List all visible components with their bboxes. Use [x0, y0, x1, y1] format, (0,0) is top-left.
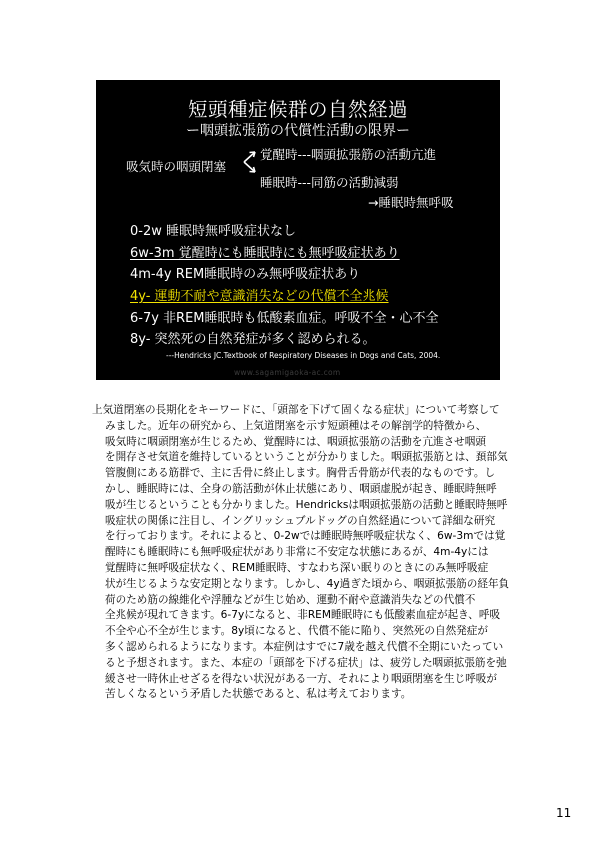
inspiratory-closure-label: 吸気時の咽頭閉塞 — [126, 159, 227, 174]
awake-description: 覚醒時---咽頭拡張筋の活動亢進 — [260, 147, 437, 162]
slide-subtitle: ー咽頭拡張筋の代償性活動の限界ー — [186, 123, 410, 139]
paragraph-line: 吸症状の関係に注目し、イングリッシュブルドッグの自然経過について詳細な研究 — [105, 514, 496, 527]
paragraph-line: ると予想されます。また、本症の「頭部を下げる症状」は、疲労した咽頭拡張筋を弛 — [105, 656, 507, 669]
paragraph-line: 苦しくなるという矛盾した状態であると、私は考えております。 — [105, 688, 412, 701]
paragraph-line: 管腹側にある筋群で、主に舌骨に終止します。胸骨舌骨筋が代表的なものです。し — [105, 467, 496, 480]
sleep-description: 睡眠時---同筋の活動減弱 — [260, 175, 399, 190]
commentary-paragraph — [92, 403, 512, 703]
paragraph-line: 吸が生じるということも分かりました。Hendricksは咽頭拡張筋の活動と睡眠時無呼 — [105, 498, 508, 511]
slide-image — [96, 80, 500, 380]
slide-citation: ---Hendricks JC.Textbook of Respiratory Diseases in Dogs and Cats, 2004. — [166, 351, 441, 360]
timeline-item: 6-7y 非REM睡眠時も低酸素血症。呼吸不全・心不全 — [130, 311, 439, 326]
timeline-item: 8y- 突然死の自然発症が多く認められる。 — [130, 332, 376, 347]
sleep-apnea-result: →睡眠時無呼吸 — [368, 195, 454, 210]
paragraph-line: 状が生じるような安定期となります。しかし、4y過ぎた頃から、咽頭拡張筋の経年負 — [105, 577, 510, 590]
paragraph-line: 緩させ一時休止せざるを得ない状況がある一方、それにより咽頭閉塞を生じ呼吸が — [105, 672, 497, 685]
paragraph-line: を開存させ気道を維持しているということが分かりました。咽頭拡張筋とは、頚部気 — [105, 451, 508, 464]
timeline-item: 6w-3m 覚醒時にも睡眠時にも無呼吸症状あり — [130, 246, 400, 261]
paragraph-line: 吸気時に咽頭閉塞が生じるため、覚醒時には、咽頭拡張筋の活動を亢進させ咽頭 — [105, 435, 486, 448]
paragraph-line: 全兆候が現れてきます。6-7yになると、非REM睡眠時にも低酸素血症が起き、呼吸 — [105, 609, 501, 622]
branch-arrow-icon — [242, 146, 258, 178]
paragraph-line: を行っております。それによると、0-2wでは睡眠時無呼吸症状なく、6w-3mでは覚 — [105, 530, 506, 543]
paragraph-line: 上気道閉塞の長期化をキーワードに、「頭部を下げて固くなる症状」について考察して — [92, 404, 500, 416]
paragraph-line: 覚醒時に無呼吸症状なく、REM睡眠時、すなわち深い眠りのときにのみ無呼吸症 — [105, 561, 489, 574]
paragraph-line: 不全や心不全が生じます。8y頃になると、代償不能に陥り、突然死の自然発症が — [105, 625, 488, 638]
timeline-item: 4m-4y REM睡眠時のみ無呼吸症状あり — [130, 267, 361, 282]
slide-title: 短頭種症候群の自然経過 — [187, 98, 408, 121]
timeline-item-highlighted: 4y- 運動不耐や意識消失などの代償不全兆候 — [130, 289, 389, 304]
paragraph-line: 荷のため筋の線維化や浮腫などが生じ始め、運動不耐や意識消失などの代償不 — [105, 593, 476, 606]
page-number: 11 — [556, 806, 572, 820]
paragraph-line: 醒時にも睡眠時にも無呼吸症状があり非常に不安定な状態にあるが、4m-4yには — [105, 546, 489, 559]
paragraph-line: 多く認められるようになります。本症例はすでに7歳を越え代償不全期にいたってい — [105, 640, 504, 653]
timeline-item: 0-2w 睡眠時無呼吸症状なし — [130, 224, 296, 239]
slide-watermark: www.sagamigaoka-ac.com — [234, 368, 341, 377]
paragraph-line: みました。近年の研究から、上気道閉塞を示す短頭種はその解剖学的特徴から、 — [105, 419, 487, 432]
paragraph-line: かし、睡眠時には、全身の筋活動が休止状態にあり、咽頭虚脱が起き、睡眠時無呼 — [105, 482, 497, 495]
